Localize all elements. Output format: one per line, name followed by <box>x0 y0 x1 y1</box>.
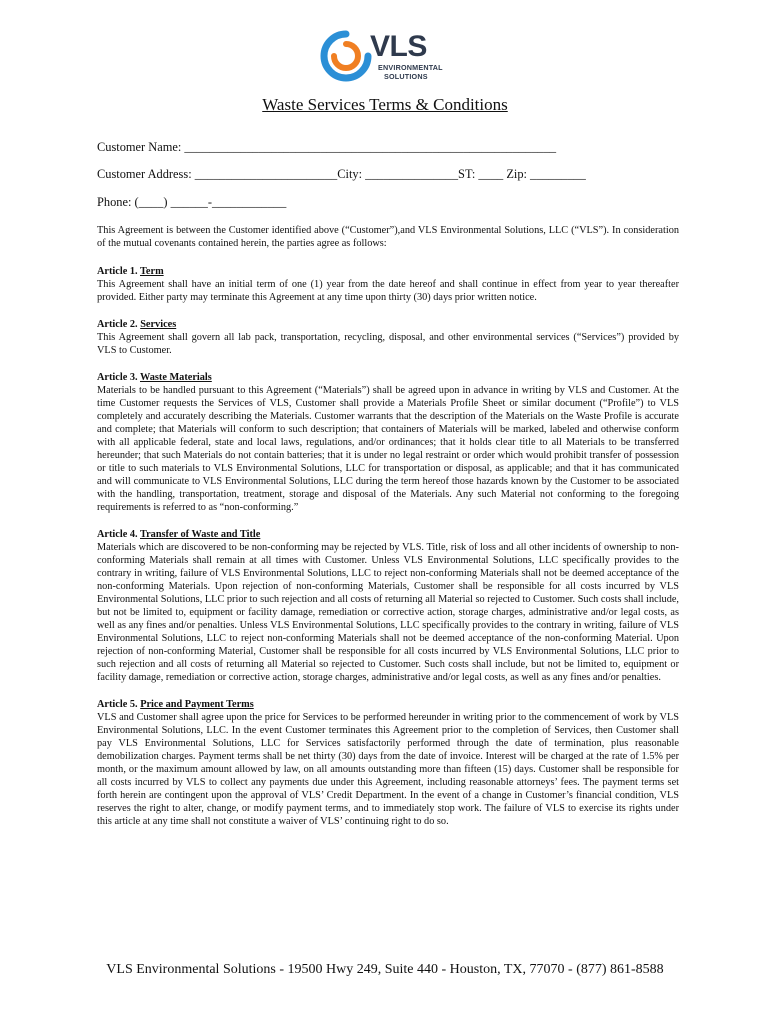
article-body: VLS and Customer shall agree upon the price for Services to be performed hereunder in writing prior to the commencement of work by VLS Environmental Solutions, LLC. In the event Customer terminates this Agreement prior to the completion of Services, then Customer shall pay VLS Environmental Solutions, LLC for Services satisfactorily performed through the date of termination, plus reasonable demobilization charges. Payment terms shall be net thirty (30) days from the date of invoice. Interest will be charged at the rate of 1.5% per month, or the maximum amount allowed by law, on all amounts outstanding more than fifteen (15) days. Customer shall be responsible for all costs incurred by VLS to collect any payments due under this Agreement, including reasonable attorneys’ fees. The payment terms set forth herein are contingent upon the approval of VLS’ Credit Department. In the event of a change in Customer’s financial condition, VLS reserves the right to alter, change, or modify payment terms, and to immediately stop work. The failure of VLS to exercise its rights under this article at any time shall not constitute a waiver of VLS’ continuing right to do so. <box>97 712 679 827</box>
article-3 <box>97 371 679 514</box>
article-4 <box>97 528 679 684</box>
article-body: This Agreement shall govern all lab pack, transportation, recycling, disposal, and other environmental services (“Services”) provided by VLS to Customer. <box>97 332 679 356</box>
logo-line-1: ENVIRONMENTAL <box>378 63 443 72</box>
article-1 <box>97 265 679 304</box>
article-title: Transfer of Waste and Title <box>140 529 261 540</box>
logo-line-2: SOLUTIONS <box>384 72 428 81</box>
article-label: Article 2. <box>97 319 138 330</box>
article-body: Materials to be handled pursuant to this Agreement (“Materials”) shall be agreed upon in advance in writing by VLS and Customer. At the time Customer requests the Services of VLS, Customer shall provide a Materials Profile Sheet or similar document (“Profile”) to VLS completely and accurately describing the Materials. Customer warrants that the description of the Materials on the Waste Profile is accurate and complete; that Materials will conform to such description; that containers of Materials will be marked, labeled and otherwise conform with all applicable federal, state and local laws, regulations, and/or ordinances; that it holds clear title to all Materials to be transferred hereunder; that such Materials do not contain batteries; that it is under no legal restraint or order which would prohibit transfer of possession or title to such materials to VLS Environmental Solutions, LLC for transportation or disposal, as applicable; and that it has communicated and will communicate to VLS Environmental Solutions, LLC during the term hereof those hazards known by the Customer to be associated with the handling, transportation, treatment, storage and disposal of the Materials. Any such Material not conforming to the foregoing requirements is referred to as “non-conforming.” <box>97 385 679 513</box>
company-logo <box>320 30 450 82</box>
article-label: Article 3. <box>97 372 138 383</box>
article-title: Term <box>140 266 164 277</box>
logo-wordmark: VLS <box>370 30 427 63</box>
customer-name-field[interactable]: Customer Name: ____________________________________________________________ <box>97 140 557 154</box>
article-label: Article 5. <box>97 699 138 710</box>
terms-content <box>97 224 679 842</box>
article-title: Services <box>140 319 177 330</box>
article-heading <box>97 528 679 541</box>
article-heading <box>97 371 679 384</box>
article-body: Materials which are discovered to be non-conforming may be rejected by VLS. Title, risk of loss and all other incidents of ownership to non-conforming Materials shall remain at all times with Customer. Unless VLS Environmental Solutions, LLC specifically provides to the contrary in writing, failure of VLS Environmental Solutions, LLC to reject non-conforming Materials shall not be deemed acceptance of the non-conforming Materials. Upon rejection of non-conforming Materials, Customer shall be responsible for all costs incurred by VLS Environmental Solutions, LLC prior to such rejection and all costs of returning all Material so rejected to Customer. Such costs shall include, but not be limited to, equipment or facility damage, remediation or corrective action, storage charges, administrative and/or legal costs, as well as any fines and/or penalties. Unless VLS Environmental Solutions, LLC specifically provides to the contrary in writing, failure of VLS Environmental Solutions, LLC to reject non-conforming Materials shall not be deemed acceptance of the non-conforming Material. Upon rejection of non-conforming Material, Customer shall be responsible for all costs incurred by VLS Environmental Solutions, LLC prior to such rejection and all costs of returning all Material so rejected to Customer. Such costs shall include, but not be limited to, equipment or facility damage, remediation or corrective action, storage charges, administrative and/or legal costs, as well as any fines and/or penalties. <box>97 542 679 683</box>
document-title: Waste Services Terms & Conditions <box>262 95 508 114</box>
customer-address-field[interactable]: Customer Address: _______________________City: _______________ST: ____ Zip: _________ <box>97 167 586 181</box>
article-title: Waste Materials <box>140 372 212 383</box>
article-label: Article 1. <box>97 266 138 277</box>
article-heading <box>97 265 679 278</box>
article-body: This Agreement shall have an initial term of one (1) year from the date hereof and shall continue in effect from year to year thereafter provided. Either party may terminate this Agreement at any time upon thirty (30) days prior written notice. <box>97 279 679 303</box>
logo-swirl-icon <box>320 30 372 82</box>
phone-field[interactable]: Phone: (____) ______-____________ <box>97 195 287 209</box>
article-2 <box>97 318 679 357</box>
article-title: Price and Payment Terms <box>140 699 254 710</box>
article-heading <box>97 698 679 711</box>
article-label: Article 4. <box>97 529 138 540</box>
article-5 <box>97 698 679 828</box>
page-footer: VLS Environmental Solutions - 19500 Hwy 249, Suite 440 - Houston, TX, 77070 - (877) 861-8588 <box>106 962 664 977</box>
intro-paragraph: This Agreement is between the Customer identified above (“Customer”),and VLS Environmental Solutions, LLC (“VLS”). In consideration of the mutual covenants contained herein, the parties agree as follows: <box>97 225 679 249</box>
article-heading <box>97 318 679 331</box>
